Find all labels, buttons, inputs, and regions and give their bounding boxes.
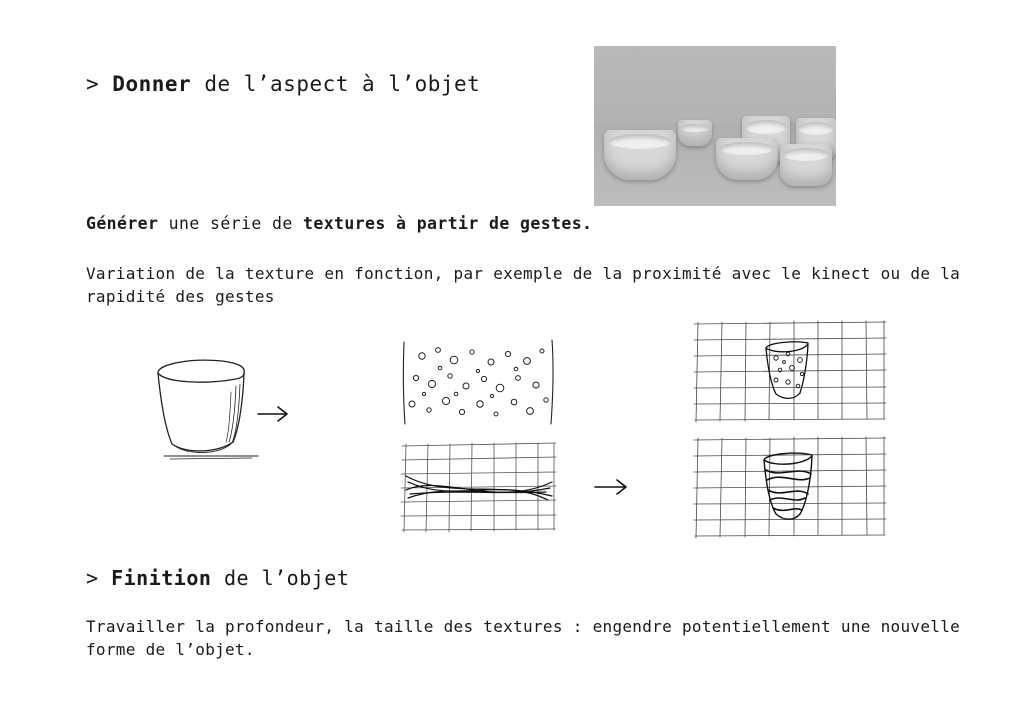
bowl-rim: [745, 120, 787, 134]
page-title-rest: de l’aspect à l’objet: [191, 72, 481, 96]
bullet-marker-2: >: [86, 566, 99, 590]
paragraph-generer: [86, 214, 592, 233]
bowl-rim: [783, 148, 829, 161]
sketch-cup-with-lines-texture: [690, 434, 890, 552]
page-title: [86, 72, 480, 96]
paragraph-generer-bold-1: Générer: [86, 214, 159, 233]
sketch-lines-texture-swatch: [396, 438, 562, 546]
sketch-dots-texture-swatch: [396, 338, 562, 428]
paragraph-variation: Variation de la texture en fonction, par exemple de la proximité avec le kinect ou de la rapidité des gestes: [86, 264, 961, 307]
paragraph-generer-bold-2: textures à partir de gestes.: [303, 214, 593, 233]
bowl-rim: [680, 124, 710, 132]
bowl-shape: [716, 138, 778, 180]
bowl-rim: [798, 122, 833, 135]
page-title-lead: Donner: [99, 72, 192, 96]
bowl-rim: [720, 142, 775, 155]
bullet-marker: >: [86, 72, 100, 96]
bowl-shape: [780, 144, 832, 186]
section-title-rest: de l’objet: [211, 566, 350, 590]
arrow-right-1: [256, 402, 294, 430]
sketch-cup-with-dots-texture: [690, 318, 890, 438]
section-title-finition: [86, 566, 349, 590]
section-title-lead: Finition: [98, 566, 212, 590]
bowl-shape: [604, 130, 676, 180]
bowl-rim: [608, 134, 671, 149]
bowl-shape: [678, 120, 712, 146]
sketch-plain-cup: [140, 352, 270, 477]
paragraph-finition: Travailler la profondeur, la taille des textures : engendre potentiellement une nouvelle forme de l’objet.: [86, 617, 961, 660]
arrow-right-2: [592, 474, 634, 504]
paragraph-generer-normal: une série de: [158, 214, 304, 233]
photo-ceramic-bowls: [594, 46, 836, 206]
